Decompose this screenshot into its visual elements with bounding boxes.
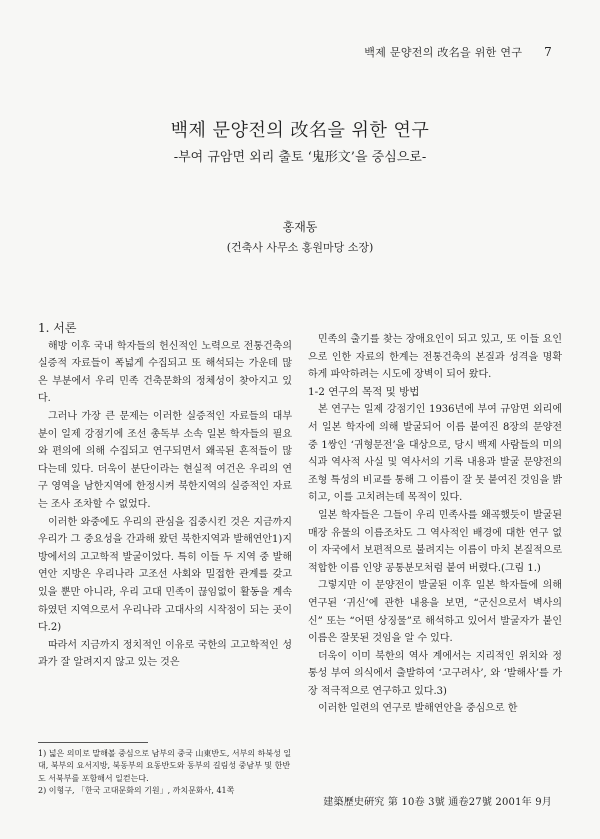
author-affiliation: (건축사 사무소 홍원마당 소장) [226, 241, 374, 254]
paragraph: 그러나 가장 큰 문제는 이러한 실증적인 자료들의 대부분이 일제 강점기에 조선 총독부 소속 일본 학자들의 필요와 편의에 의해 수집되고 연구되면서 왜곡된 흔적들이 많다는데 있다. 더욱이 분단이라는 현실적 여건은 우리의 연구 영역을 남한지역에 한정시켜 북한지역의 실증적인 자료는 조사 조차할 수 없었다. [38, 410, 292, 510]
paper-title: 백제 문양전의 改名을 위한 연구 [170, 120, 430, 141]
section-heading-purpose: 1-2 연구의 목적 및 방법 [308, 385, 420, 398]
author-name: 홍재동 [282, 220, 318, 234]
footnote-divider [38, 742, 148, 743]
paragraph: 이러한 와중에도 우리의 관심을 집중시킨 것은 지금까지 우리가 그 중요성을 간과해 왔던 북한지역과 발해연안1)지방에서의 고고학적 발굴이었다. 특히 이들 두 지역 중 발해연안 지방은 우리나라 고조선 사회와 밀접한 관계를 갖고 있을 뿐만 아니라, 우리 고대 민족이 끊임없이 활동을 계속하였던 지역으로서 우리나라 고대사의 시작점이 되는 곳이다.2) [38, 516, 292, 634]
paragraph: 본 연구는 일제 강점기인 1936년에 부여 규암면 외리에서 일본 학자에 의해 발굴되어 이름 붙여진 8장의 문양전 중 1쌍인 ‘귀형문전’을 대상으로, 당시 백제 사람들의 미의식과 역사적 사실 및 역사서의 기록 내용과 발굴 문양전의 조형 특성의 비교를 통해 그 이름이 잘 못 붙여진 것임을 밝히고, 이를 고치려는데 목적이 있다. [308, 404, 562, 504]
footnote: 1) 넓은 의미로 말해볼 중심으로 남부의 중국 山東반도, 서부의 하북성 일대, 북부의 요서지방, 북동부의 요동반도와 동부의 길림성 중남부 및 한반도 서북부를 포함해서 일컫는다. [38, 749, 292, 783]
running-head [364, 44, 552, 60]
journal-footer: 建築歷史硏究 第 10卷 3號 通卷27號 2001年 9月 [323, 797, 552, 808]
running-head-title: 백제 문양전의 改名을 위한 연구 [364, 46, 523, 59]
footnotes [38, 748, 292, 797]
paragraph: 이러한 일련의 연구로 발해연안을 중심으로 한 [318, 703, 518, 715]
right-column [308, 331, 562, 718]
left-column [38, 320, 292, 672]
paper-subtitle: -부여 규암면 외리 출토 ‘鬼形文’을 중심으로- [173, 150, 427, 165]
paragraph: 더욱이 이미 북한의 역사 계에서는 지리적인 위치와 정통성 부여 의식에서 출발하여 ‘고구려사’, 와 ‘발해사’를 가장 적극적으로 연구하고 있다.3) [308, 650, 562, 697]
footnote: 2) 이형구, 「한국 고대문화의 기원」, 까치문화사, 41쪽 [38, 785, 235, 795]
paragraph-continuation: 민족의 출기를 찾는 장애요인이 되고 있고, 또 이들 요인으로 인한 자료의 한계는 전통건축의 본질과 성격을 명확하게 파악하려는 시도에 장벽이 되어 왔다. [308, 334, 562, 381]
page-number: 7 [544, 45, 552, 59]
section-heading-intro: 1. 서론 [38, 321, 77, 335]
paragraph: 따라서 지금까지 정치적인 이유로 국한의 고고학적인 성과가 잘 알려지지 않고 있는 것은 [38, 639, 292, 669]
paragraph: 해방 이후 국내 학자들의 헌신적인 노력으로 전통건축의 실증적 자료들이 폭넓게 수집되고 또 해석되는 가운데 많은 부분에서 우리 민족 건축문화의 정체성이 찾아지고 있다. [38, 340, 292, 405]
paragraph: 그렇지만 이 문양전이 발굴된 이후 일본 학자들에 의해 연구된 ‘귀신’에 관한 내용을 보면, “군신으로서 벽사의 신” 또는 “어떤 상징물”로 해석하고 있어서 발굴자가 붙인 이름은 잘못된 것임을 알 수 있다. [308, 580, 562, 645]
paragraph: 일본 학자들은 그들이 우리 민족사를 왜곡했듯이 발굴된 매장 유물의 이름조차도 그 역사적인 배경에 대한 연구 없이 자국에서 보편적으로 불려지는 이름이 마치 본질적으로 적합한 이름 인양 공통분모처럼 붙여 버렸다.(그림 1.) [308, 509, 562, 574]
